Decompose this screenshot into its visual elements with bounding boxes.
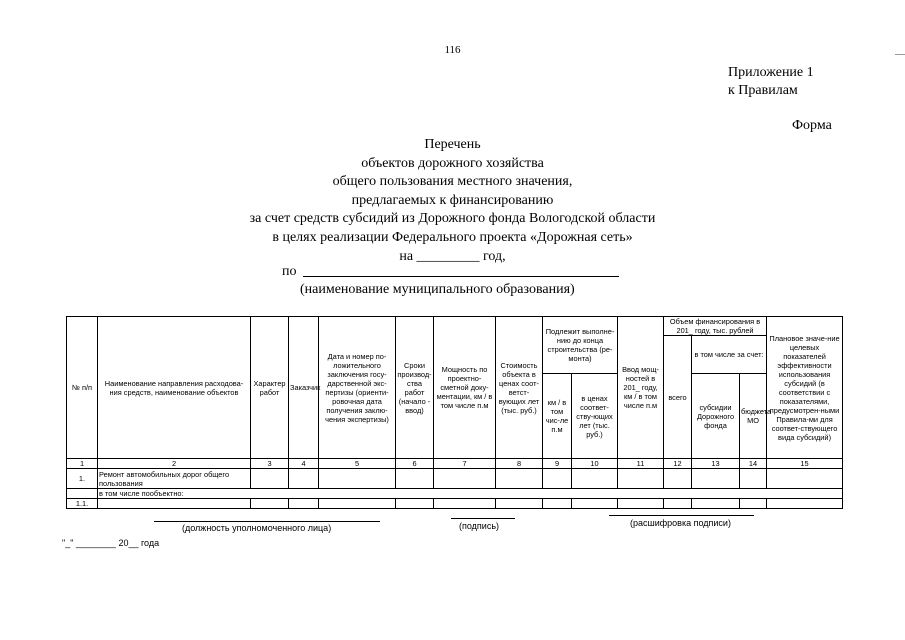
decode-caption: (расшифровка подписи) (630, 518, 731, 528)
title-line7: на _________ год, (399, 248, 506, 264)
title-line1: Перечень (424, 137, 481, 152)
municipality-fill-line (303, 276, 619, 277)
column-number: 2 (98, 459, 251, 469)
header-mo-budget: бюджета МО (740, 374, 767, 459)
title-line6: в целях реализации Федерального проекта «Дорожная сеть» (272, 229, 633, 245)
header-remaining-group: Подлежит выполне-нию до конца строительства (ре-монта) (543, 317, 618, 374)
column-number: 1 (67, 459, 98, 469)
header-num: № п/п (67, 317, 98, 459)
table-row (67, 499, 843, 509)
signature-caption: (подпись) (459, 521, 500, 531)
page-number: 116 (444, 44, 461, 56)
objects-table (66, 316, 843, 509)
row-number: 1. (67, 469, 98, 489)
column-number: 10 (572, 459, 618, 469)
column-number: 6 (396, 459, 434, 469)
table-row (67, 469, 843, 489)
header-cost: Стоимость объекта в ценах соот-ветст-вующих лет (тыс. руб.) (496, 317, 543, 459)
signature-line (451, 518, 515, 519)
decode-line (609, 515, 754, 516)
header-customer: Заказчик (289, 317, 319, 459)
column-number: 3 (251, 459, 289, 469)
row-number (67, 489, 98, 499)
header-including-group: в том числе за счет: (692, 336, 767, 374)
appendix-line1: Приложение 1 (728, 65, 814, 80)
date-line: "_" ________ 20__ года (62, 538, 160, 548)
header-total: всего (664, 336, 692, 459)
po-label: по (282, 264, 297, 279)
column-numbers-row (67, 459, 843, 469)
column-number: 8 (496, 459, 543, 469)
header-target-indicators: Плановое значе-ние целевых показателей эффективности использования субсидий (в соответствии с показателями, предусмотрен-ными Правила-ми для соответ-ствующего вида субсидий) (767, 317, 843, 459)
header-financing-group: Объем финансирования в 201_ году, тыс. рублей (664, 317, 767, 336)
header-capacity: Мощность по проектно-сметной доку-ментации, км / в том числе п.м (434, 317, 496, 459)
row-text: в том числе пообъектно: (98, 489, 843, 499)
header-remaining-km: км / в том чис-ле п.м (543, 374, 572, 459)
appendix-line2: к Правилам (728, 83, 798, 98)
header-name: Наименование направления расходова-ния средств, наименование объектов (98, 317, 251, 459)
header-commissioning: Ввод мощ-ностей в 201_ году, км / в том числе п.м (618, 317, 664, 459)
row-number: 1.1. (67, 499, 98, 509)
column-number: 7 (434, 459, 496, 469)
title-line4: предлагаемых к финансированию (351, 192, 554, 208)
column-number: 5 (319, 459, 396, 469)
header-subsidy: субсидии Дорожного фонда (692, 374, 740, 459)
table-row (67, 489, 843, 499)
title-line2: объектов дорожного хозяйства (361, 155, 544, 171)
title-line3: общего пользования местного значения, (332, 174, 573, 190)
form-label: Форма (792, 118, 832, 133)
document-title (0, 136, 905, 266)
header-terms: Сроки производ-ства работ (начало - ввод) (396, 317, 434, 459)
row-text (98, 499, 251, 509)
edge-mark (895, 54, 905, 55)
column-number: 11 (618, 459, 664, 469)
column-number: 12 (664, 459, 692, 469)
position-caption: (должность уполномоченного лица) (182, 523, 332, 533)
title-line5: за счет средств субсидий из Дорожного фонда Вологодской области (249, 211, 656, 227)
appendix-block (728, 64, 814, 100)
row-text: Ремонт автомобильных дорог общего пользования (98, 469, 251, 489)
column-number: 9 (543, 459, 572, 469)
header-remaining-prices: в ценах соответ-ству-ющих лет (тыс. руб.) (572, 374, 618, 459)
header-work-type: Характер работ (251, 317, 289, 459)
municipality-caption: (наименование муниципального образования) (300, 282, 575, 297)
position-line (154, 521, 380, 522)
column-number: 15 (767, 459, 843, 469)
column-number: 13 (692, 459, 740, 469)
column-number: 4 (289, 459, 319, 469)
column-number: 14 (740, 459, 767, 469)
header-expertise: Дата и номер по-ложительного заключения госу-дарственной экс-пертизы (ориенти-ровочная дата получения заклю-чения экспертизы) (319, 317, 396, 459)
